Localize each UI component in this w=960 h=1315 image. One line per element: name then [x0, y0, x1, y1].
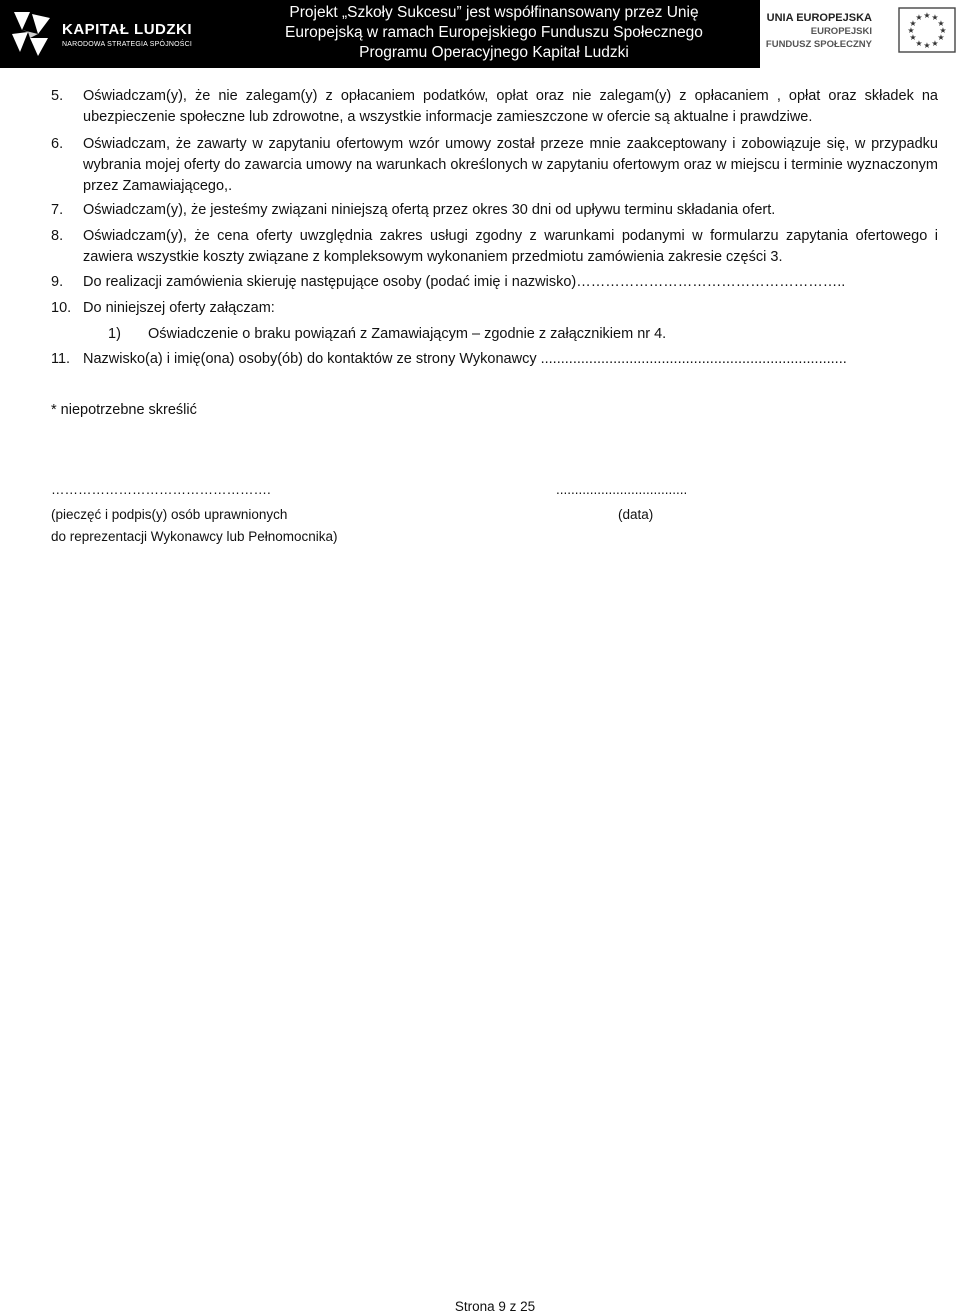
item-number: 10.	[51, 300, 72, 316]
kapital-ludzki-subtitle: NARODOWA STRATEGIA SPÓJNOŚCI	[62, 41, 193, 48]
list-item	[51, 298, 938, 319]
eu-logo-text	[766, 12, 872, 51]
item-number: 6.	[51, 136, 64, 152]
item-text: Nazwisko(a) i imię(ona) osoby(ób) do kontaktów ze strony Wykonawcy ............................................................................	[83, 351, 847, 367]
item-number: 5.	[51, 88, 64, 104]
kapital-ludzki-title: KAPITAŁ LUDZKI	[62, 21, 193, 38]
svg-text:★: ★	[915, 13, 923, 22]
eu-logo-line-1: UNIA EUROPEJSKA	[766, 12, 872, 24]
date-line: ...................................	[556, 482, 688, 497]
eu-social-fund-logo	[760, 0, 960, 68]
item-number: 9.	[51, 274, 64, 290]
list-item	[51, 226, 938, 268]
funding-line-2: Europejską w ramach Europejskiego Funduszu Społecznego	[285, 24, 703, 41]
eu-flag-icon	[898, 7, 956, 53]
funding-line-3: Programu Operacyjnego Kapitał Ludzki	[359, 44, 629, 61]
signature-label-line-2: do reprezentacji Wykonawcy lub Pełnomocnika)	[51, 529, 338, 544]
attachment-item	[108, 324, 938, 345]
list-item	[51, 200, 938, 221]
list-item	[51, 272, 938, 293]
kapital-ludzki-mark-icon	[8, 8, 56, 60]
item-text: Oświadczam(y), że nie zalegam(y) z opłacaniem podatków, opłat oraz nie zalegam(y) z opłacaniem , opłat oraz składek na ubezpieczenie społeczne lub zdrowotne, a wszystkie informacje zamieszczone w ofercie są aktualne i prawdziwe.	[83, 88, 938, 125]
page-header	[0, 0, 960, 68]
svg-text:★: ★	[923, 11, 931, 20]
page-number: Strona 9 z 25	[454, 1299, 536, 1314]
date-label: (data)	[618, 507, 654, 522]
attachment-number: 1)	[108, 326, 121, 342]
signature-line: ………………………………………….	[51, 482, 271, 497]
svg-text:★: ★	[915, 39, 923, 48]
item-text: Oświadczam, że zawarty w zapytaniu ofertowym wzór umowy został przeze mnie zaakceptowany i zobowiązuje się, w przypadku wybrania mojej oferty do zawarcia umowy na warunkach określonych w zapytaniu ofertowym oraz w miejscu i terminie wyznaczonym przez Zamawiającego,.	[83, 136, 938, 194]
svg-text:★: ★	[931, 39, 939, 48]
item-text: Oświadczam(y), że cena oferty uwzględnia zakres usługi zgodny z warunkami podanymi w formularzu zapytania ofertowego i zawiera wszystkie koszty związane z kompleksowym wykonaniem przedmiotu zamówienia zakresie części 3.	[83, 228, 938, 265]
attachment-text: Oświadczenie o braku powiązań z Zamawiającym – zgodnie z załącznikiem nr 4.	[148, 326, 667, 342]
item-number: 11.	[51, 351, 71, 367]
svg-text:★: ★	[907, 26, 915, 35]
kapital-ludzki-logo	[4, 4, 194, 62]
item-number: 8.	[51, 228, 64, 244]
svg-text:★: ★	[909, 33, 917, 42]
item-number: 7.	[51, 202, 64, 218]
list-item	[51, 349, 938, 370]
item-text: Do niniejszej oferty załączam:	[83, 300, 275, 316]
svg-text:★: ★	[909, 19, 917, 28]
svg-text:★: ★	[931, 13, 939, 22]
svg-text:★: ★	[939, 26, 947, 35]
list-item	[51, 86, 938, 128]
svg-text:★: ★	[937, 19, 945, 28]
project-funding-notice	[256, 3, 732, 63]
funding-line-1: Projekt „Szkoły Sukcesu” jest współfinansowany przez Unię	[289, 4, 699, 21]
item-text: Oświadczam(y), że jesteśmy związani niniejszą ofertą przez okres 30 dni od upływu terminu składania ofert.	[83, 202, 776, 218]
svg-text:★: ★	[937, 33, 945, 42]
item-text: Do realizacji zamówienia skieruję następujące osoby (podać imię i nazwisko)………………………………………………..	[83, 274, 846, 290]
list-item	[51, 134, 938, 197]
eu-logo-line-3: FUNDUSZ SPOŁECZNY	[765, 39, 872, 50]
footnote: * niepotrzebne skreślić	[51, 402, 197, 418]
eu-logo-line-2: EUROPEJSKI	[810, 26, 872, 37]
signature-label-line-1: (pieczęć i podpis(y) osób uprawnionych	[51, 507, 288, 522]
svg-text:★: ★	[923, 41, 931, 50]
